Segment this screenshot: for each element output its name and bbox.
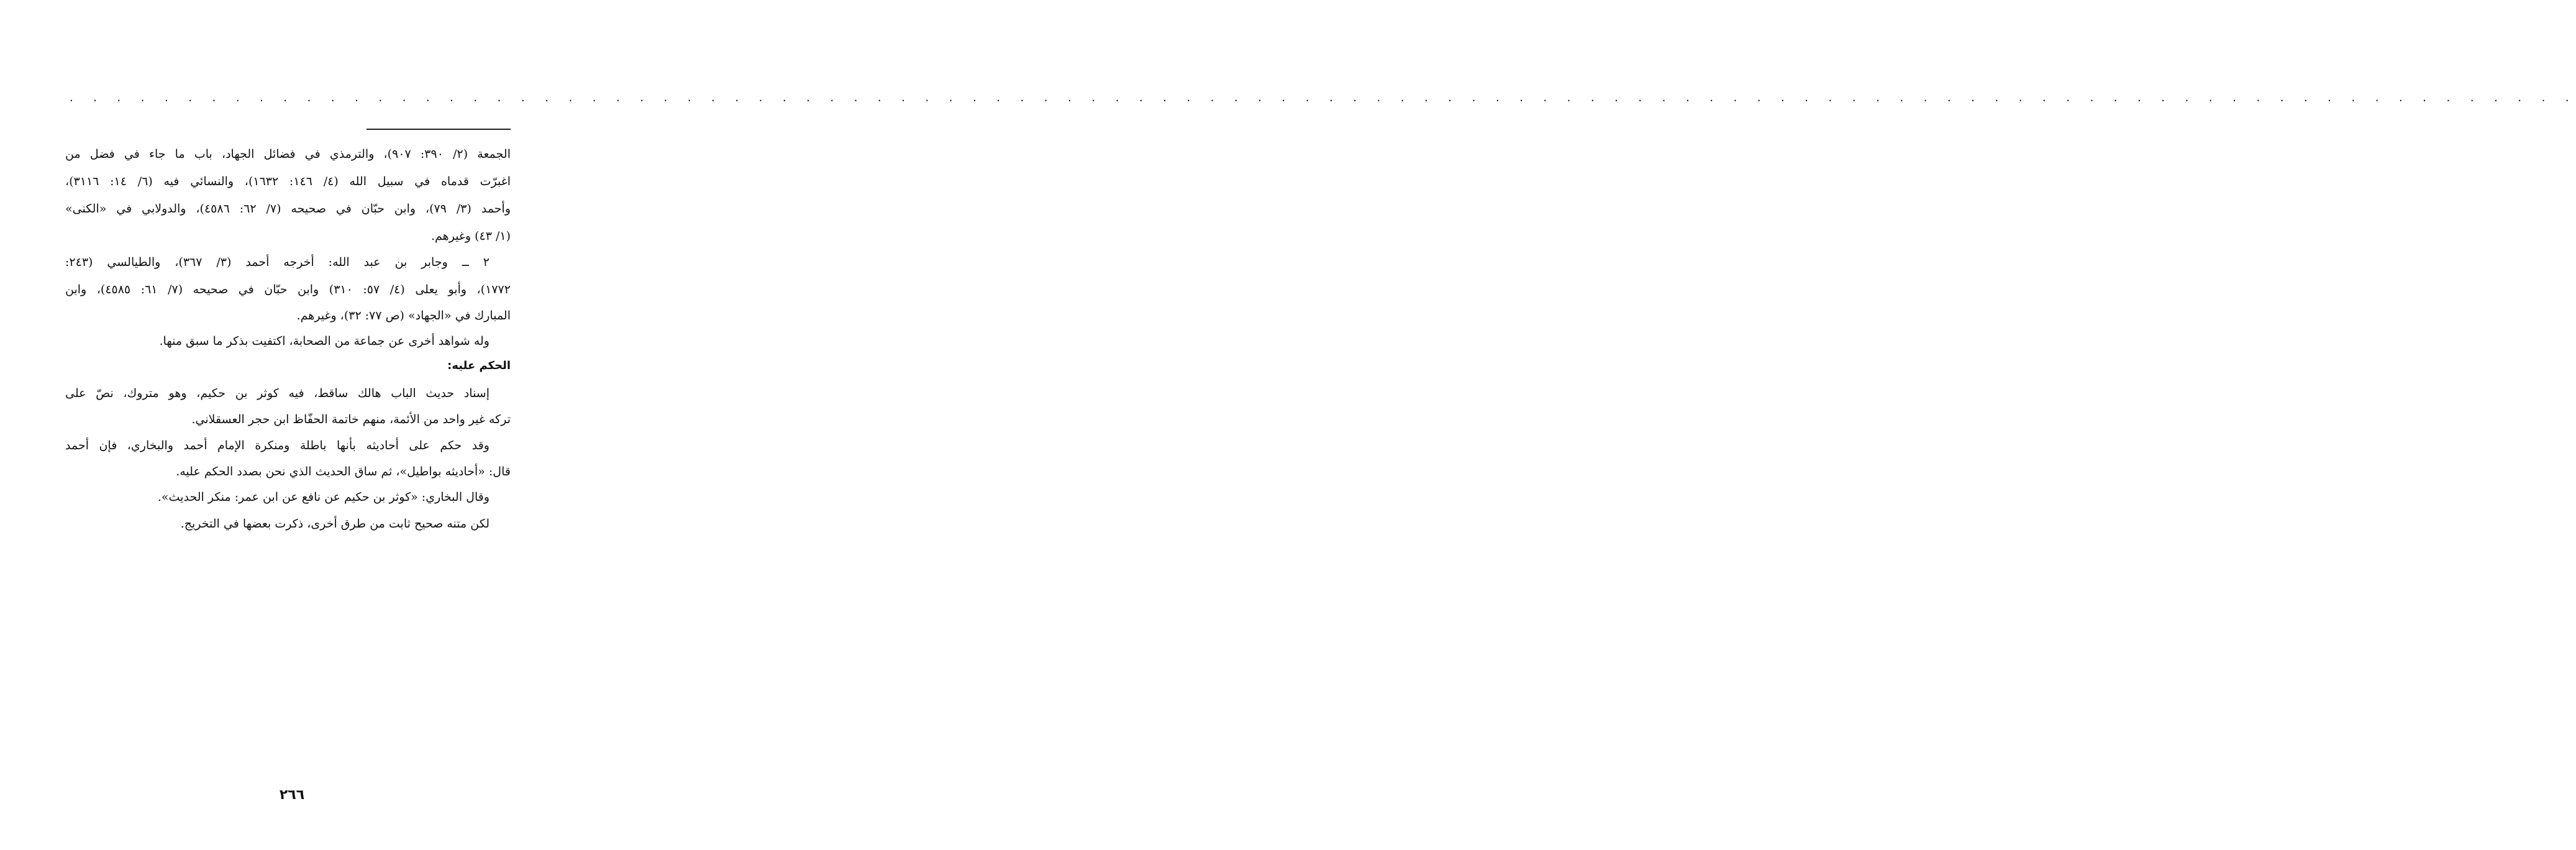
footnote-line: اغبرّت قدماه في سبيل الله (٤/ ١٤٦: ١٦٣٢)، والنسائي فيه (٦/ ١٤: ٣١١٦)،	[65, 175, 511, 188]
footnote-rule	[366, 129, 511, 130]
shawahid-line: وله شواهد أخرى عن جماعة من الصحابة، اكتفيت بذكر ما سبق منها.	[159, 334, 489, 348]
hukm-paragraph-line: وقال البخاري: «كوثر بن حكيم عن نافع عن ابن عمر: منكر الحديث».	[157, 490, 489, 504]
hukm-paragraph-line: إسناد حديث الباب هالك ساقط، فيه كوثر بن حكيم، وهو متروك، نصّ على	[65, 386, 489, 400]
footnote-line: الجمعة (٢/ ٣٩٠: ٩٠٧)، والترمذي في فضائل الجهاد، باب ما جاء في فضل من	[65, 147, 511, 161]
item-2-line: المبارك في «الجهاد» (ص ٧٧: ٣٢)، وغيرهم.	[296, 309, 511, 322]
hukm-paragraph-line: تركه غير واحد من الأئمة، منهم خاتمة الحفّاظ ابن حجر العسقلاني.	[191, 413, 511, 426]
item-2-line: ٢ ــ وجابر بن عبد الله: أخرجه أحمد (٣/ ٣٦٧)، والطيالسي (٢٤٣:	[65, 255, 489, 269]
footnote-line: وأحمد (٣/ ٧٩)، وابن حبّان في صحيحه (٧/ ٦٢: ٤٥٨٦)، والدولابي في «الكنى»	[65, 202, 511, 216]
section-heading: الحكم عليه:	[447, 359, 511, 372]
hukm-paragraph-line: لكن متنه صحيح ثابت من طرق أخرى، ذكرت بعضها في التخريج.	[180, 517, 489, 531]
hukm-paragraph-line: وقد حكم على أحاديثه بأنها باطلة ومنكرة الإمام أحمد والبخاري، فإن أحمد	[65, 439, 489, 452]
page-number: ٢٦٦	[279, 787, 305, 803]
hukm-paragraph-line: قال: «أحاديثه بواطيل»، ثم ساق الحديث الذي نحن بصدد الحكم عليه.	[176, 465, 511, 478]
item-2-line: ١٧٧٢)، وأبو يعلى (٤/ ٥٧: ٣١٠) وابن حبّان في صحيحه (٧/ ٦١: ٤٥٨٥)، وابن	[65, 283, 511, 296]
footnote-line: (١/ ٤٣) وغيرهم.	[431, 229, 511, 243]
separator-dots: . . . . . . . . . . . . . . . . . . . . . . . . . . . . . . . . . . . . . . . . . . . . . . . . . . . . . . . . . . . . . . . . . . . . . . . . . . . . . . . . . . . . . . . . . . . . . . . . . . . . . . . . . .	[68, 92, 2576, 104]
